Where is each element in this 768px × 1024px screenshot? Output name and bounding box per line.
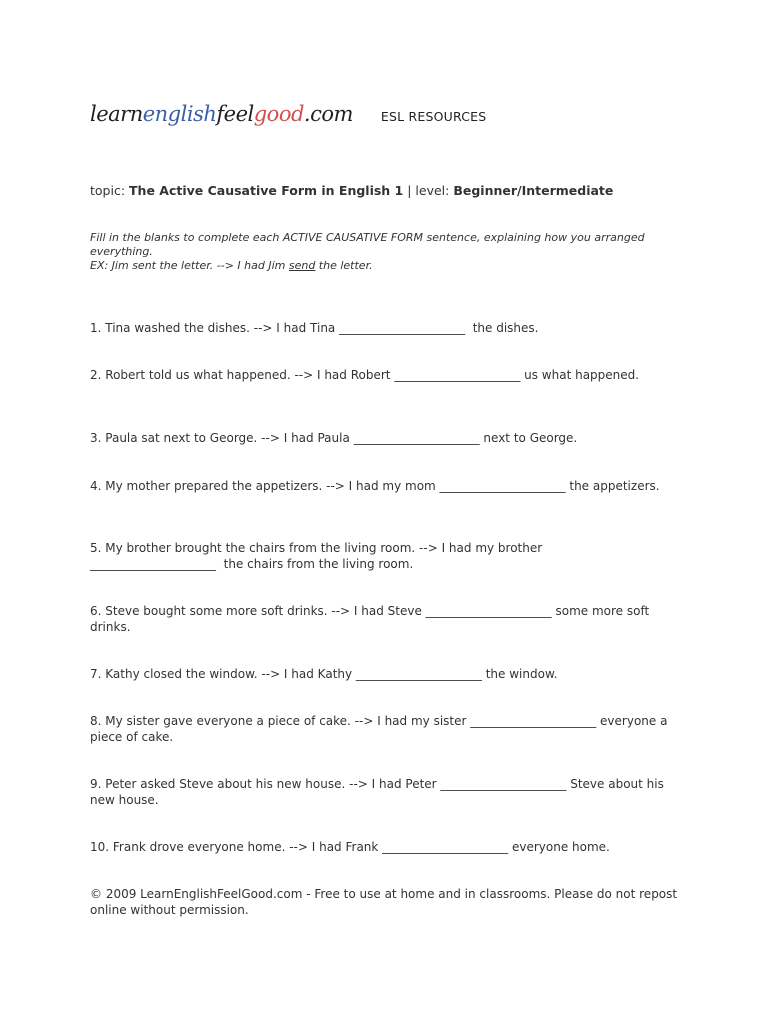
example-line: EX: Jim sent the letter. --> I had Jim send the letter. xyxy=(90,259,373,272)
header xyxy=(90,102,486,126)
question-5: 5. My brother brought the chairs from the living room. --> I had my brother _____________________ the chairs from the living room. xyxy=(90,541,543,571)
question-1: 1. Tina washed the dishes. --> I had Tina _____________________ the dishes. xyxy=(90,321,539,335)
question-7: 7. Kathy closed the window. --> I had Kathy _____________________ the window. xyxy=(90,667,558,681)
example-answer: send xyxy=(288,259,316,272)
question-6: 6. Steve bought some more soft drinks. --> I had Steve _____________________ some more soft drinks. xyxy=(90,604,654,634)
question-8: 8. My sister gave everyone a piece of cake. --> I had my sister _____________________ everyone a piece of cake. xyxy=(90,714,672,744)
esl-resources-label: ESL RESOURCES xyxy=(380,109,487,124)
site-logo[interactable]: learnenglishfeelgood.com xyxy=(90,102,353,126)
question-9: 9. Peter asked Steve about his new house. --> I had Peter _____________________ Steve about his new house. xyxy=(90,777,668,807)
level-value: Beginner/Intermediate xyxy=(453,183,614,198)
topic-label: topic: xyxy=(90,183,130,198)
question-4: 4. My mother prepared the appetizers. --> I had my mom _____________________ the appetizers. xyxy=(90,479,660,493)
copyright-footer: © 2009 LearnEnglishFeelGood.com - Free to use at home and in classrooms. Please do not repost online without permission. xyxy=(90,887,678,917)
question-3: 3. Paula sat next to George. --> I had Paula _____________________ next to George. xyxy=(90,431,578,445)
topic-line xyxy=(90,183,613,198)
question-10: 10. Frank drove everyone home. --> I had Frank _____________________ everyone home. xyxy=(90,840,610,854)
instructions-text: Fill in the blanks to complete each ACTIVE CAUSATIVE FORM sentence, explaining how you arranged everything. xyxy=(90,231,645,258)
instructions xyxy=(90,231,680,273)
question-2: 2. Robert told us what happened. --> I had Robert _____________________ us what happened. xyxy=(90,368,640,382)
level-label: | level: xyxy=(403,183,454,198)
topic-title: The Active Causative Form in English 1 xyxy=(129,183,404,198)
